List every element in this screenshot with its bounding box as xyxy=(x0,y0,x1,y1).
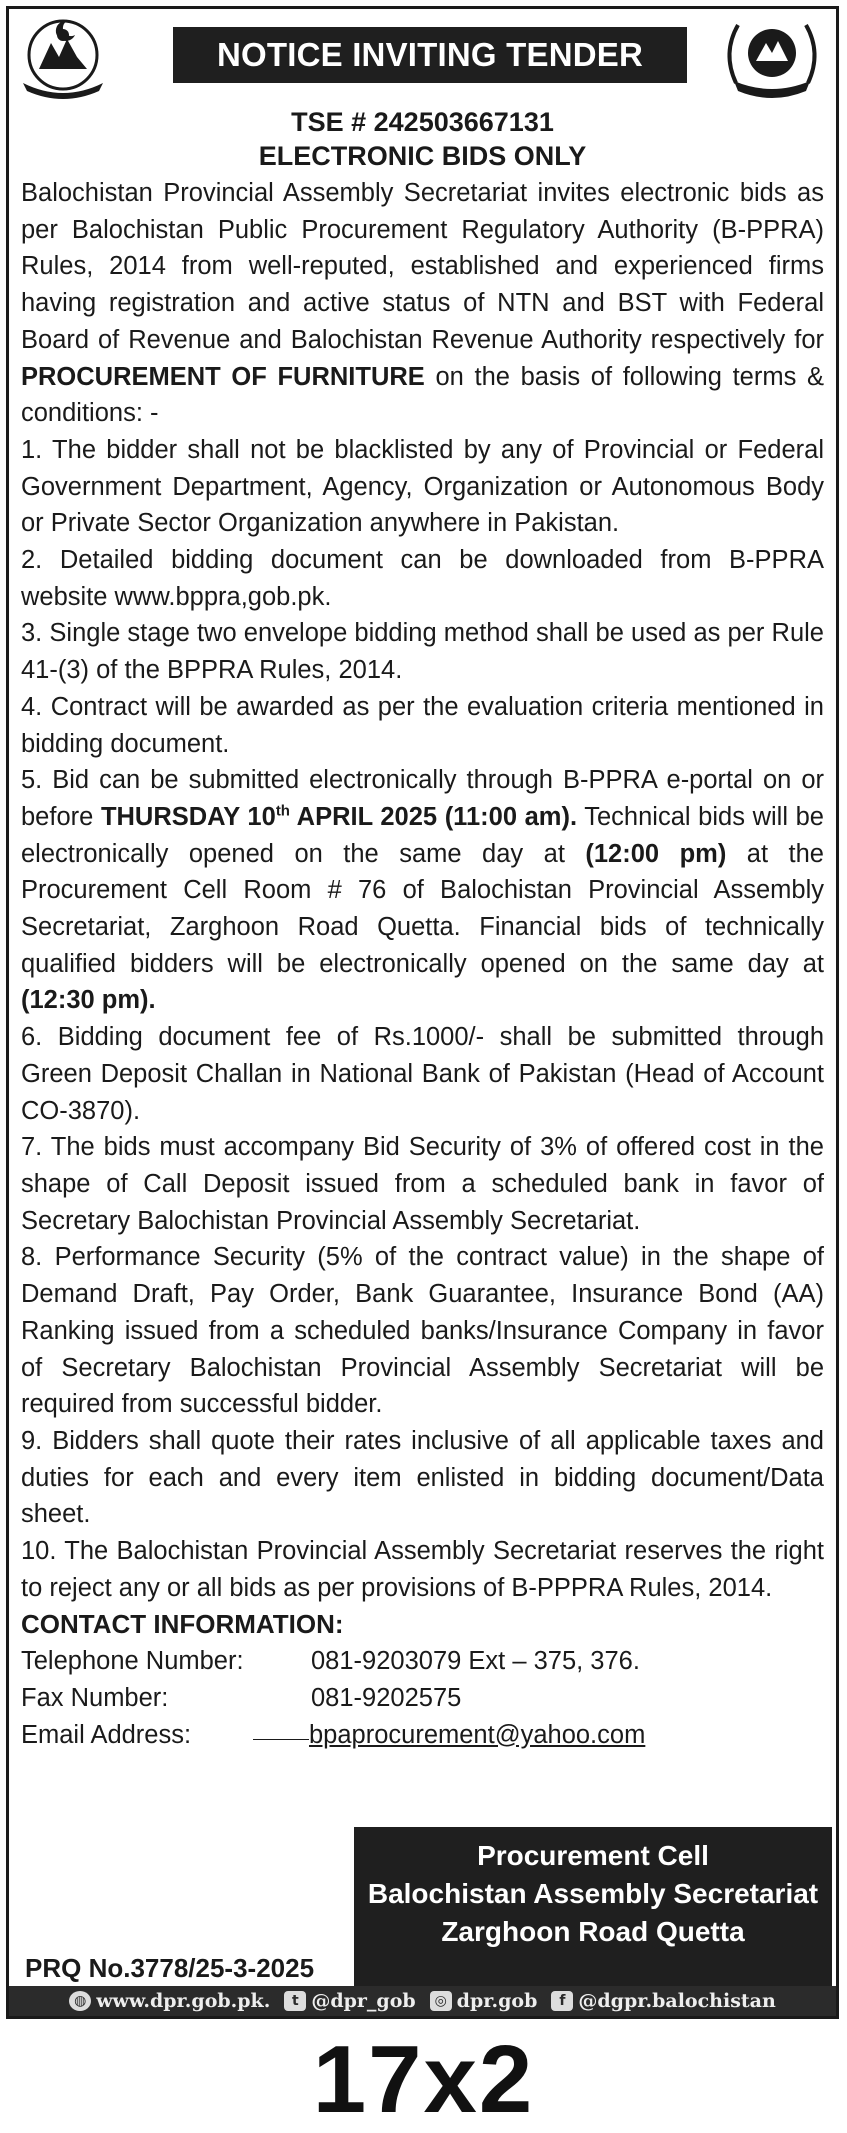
email-link[interactable]: bpaprocurement@yahoo.com xyxy=(309,1720,646,1749)
term-6: 6. Bidding document fee of Rs.1000/- shall be submitted through Green Deposit Challan in National Bank of Pakistan (Head of Account CO-3870). xyxy=(21,1023,824,1125)
term-10: 10. The Balochistan Provincial Assembly Secretariat reserves the right to reject any or all bids as per provisions of B-PPPRA Rules, 2014. xyxy=(21,1537,824,1602)
facebook-icon: f xyxy=(551,1991,573,2011)
phone-label: Telephone Number: xyxy=(21,1647,244,1676)
office-line-3: Zarghoon Road Quetta xyxy=(441,1916,745,1947)
ad-size-code: 17x2 xyxy=(312,2026,535,2133)
term-9: 9. Bidders shall quote their rates inclusive of all applicable taxes and duties for each and every item enlisted in bidding document/Data sheet. xyxy=(21,1426,824,1529)
office-line-2: Balochistan Assembly Secretariat xyxy=(367,1878,819,1909)
bid-mode: ELECTRONIC BIDS ONLY xyxy=(258,141,587,171)
phone-value: 081-9203079 Ext – 375, 376. xyxy=(311,1647,640,1676)
term-3: 3. Single stage two envelope bidding method shall be used as per Rule 41-(3) of the BPPRA Rules, 2014. xyxy=(21,619,824,685)
assembly-crest-icon xyxy=(716,13,828,99)
tender-reference xyxy=(9,105,836,173)
email-label: Email Address: xyxy=(21,1720,192,1749)
deadline: THURSDAY 10th APRIL 2025 (11:00 am). xyxy=(100,802,578,831)
term-1: 1. The bidder shall not be blacklisted by any of Provincial or Federal Government Department, Agency, Organization or Autonomous Body or Private Sector Organization anywhere in Pakistan. xyxy=(21,435,824,538)
term-8: 8. Performance Security (5% of the contract value) in the shape of Demand Draft, Pay Order, Bank Guarantee, Insurance Bond (AA) Ranking issued from a scheduled banks/Insurance Company in favor of Secretary Balochistan Provincial Assembly Secretariat will be required from successful bidder. xyxy=(21,1243,824,1419)
contact-phone xyxy=(21,1643,824,1680)
technical-opening-time: (12:00 pm) xyxy=(585,839,727,868)
twitter-icon: t xyxy=(284,1991,306,2011)
footer-website[interactable]: ◍ www.dpr.gob.pk. xyxy=(69,1990,270,2012)
contact-heading: CONTACT INFORMATION: xyxy=(21,1609,344,1640)
financial-opening-time: (12:30 pm). xyxy=(21,986,156,1015)
contact-email xyxy=(21,1717,824,1754)
prq-number: PRQ No.3778/25-3-2025 xyxy=(25,1953,315,1983)
balochistan-emblem-icon xyxy=(15,13,111,99)
contact-fax xyxy=(21,1680,824,1717)
fax-label: Fax Number: xyxy=(21,1683,169,1712)
email-underline xyxy=(253,1717,309,1740)
globe-icon: ◍ xyxy=(69,1991,91,2011)
term-5: 5. Bid can be submitted electronically through B-PPRA e-portal on or before THURSDAY 10th APRIL 2025 (11:00 am). Technical bids will be electronically opened on the same day at (12:00 pm) at the Procurement Cell Room # 76 of Balochistan Provincial Assembly Secretariat, Zarghoon Road Quetta. Financial bids of technically qualified bidders will be electronically opened on the same day at (12:30 pm). xyxy=(21,766,824,1015)
intro-paragraph: Balochistan Provincial Assembly Secretariat invites electronic bids as per Balochistan Public Procurement Regulatory Authority (B-PPRA) Rules, 2014 from well-reputed, established and experienced firms having registration and active status of NTN and BST with Federal Board of Revenue and Balochistan Revenue Authority respectively for PROCUREMENT OF FURNITURE on the basis of following terms & conditions: - xyxy=(21,179,824,428)
term-7: 7. The bids must accompany Bid Security of 3% of offered cost in the shape of Call Deposit issued from a scheduled bank in favor of Secretary Balochistan Provincial Assembly Secretariat. xyxy=(21,1133,824,1235)
procurement-subject: PROCUREMENT OF FURNITURE xyxy=(21,362,425,391)
term-4: 4. Contract will be awarded as per the evaluation criteria mentioned in bidding document. xyxy=(21,692,824,758)
notice-title: NOTICE INVITING TENDER xyxy=(173,27,687,83)
term-2: 2. Detailed bidding document can be downloaded from B-PPRA website www.bppra,gob.pk. xyxy=(21,546,824,611)
footer-instagram[interactable]: ◎ dpr.gob xyxy=(430,1990,538,2012)
fax-value: 081-9202575 xyxy=(311,1683,462,1712)
office-line-1: Procurement Cell xyxy=(477,1840,709,1871)
tender-notice xyxy=(6,6,839,2019)
footer-facebook[interactable]: f @dgpr.balochistan xyxy=(551,1990,775,2012)
footer-bar xyxy=(9,1986,836,2016)
issuing-office xyxy=(354,1827,832,1990)
instagram-icon: ◎ xyxy=(430,1991,452,2011)
tse-number: TSE # 242503667131 xyxy=(291,107,554,137)
footer-twitter[interactable]: t @dpr_gob xyxy=(284,1990,415,2012)
notice-body xyxy=(21,175,824,1753)
